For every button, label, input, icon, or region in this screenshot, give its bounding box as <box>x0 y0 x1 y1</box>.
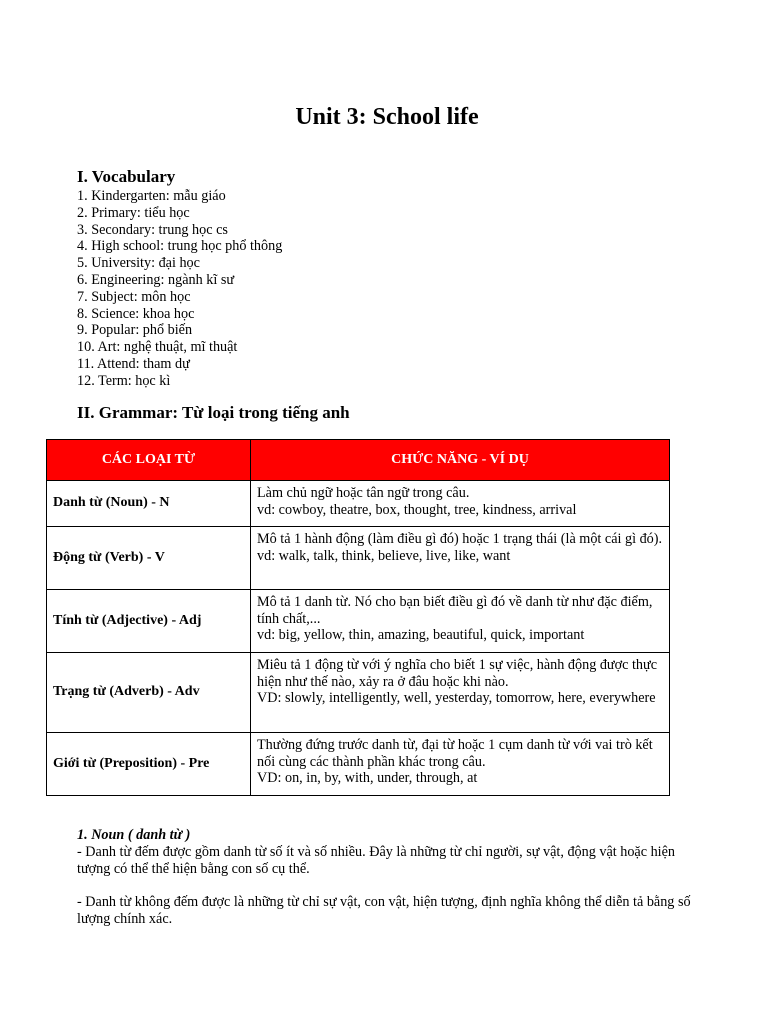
vocabulary-item: 9. Popular: phổ biến <box>77 322 193 339</box>
noun-paragraph: - Danh từ không đếm được là những từ chỉ sự vật, con vật, hiện tượng, định nghĩa không thể diễn tả bằng số lượng chính xác. <box>77 894 691 927</box>
description-line: Miêu tả 1 động từ với ý nghĩa cho biết 1 sự việc, hành động được thực hiện như thế nào, xảy ra ở đâu hoặc khi nào. <box>257 657 657 690</box>
example-line: vd: walk, talk, think, believe, live, like, want <box>257 547 511 564</box>
example-line: VD: on, in, by, with, under, through, at <box>257 770 478 786</box>
description-line: Mô tả 1 danh từ. Nó cho bạn biết điều gì đó về danh từ như đặc điểm, tính chất,... <box>257 594 653 627</box>
description-cell <box>251 481 670 527</box>
description-cell <box>251 527 670 590</box>
description-line: Mô tả 1 hành động (làm điều gì đó) hoặc 1 trạng thái (là một cái gì đó). <box>257 531 663 547</box>
table-header-word-types: CÁC LOẠI TỪ <box>47 440 251 481</box>
description-cell <box>251 733 670 796</box>
word-type-cell: Danh từ (Noun) - N <box>47 481 251 527</box>
description-line: Thường đứng trước danh từ, đại từ hoặc 1 cụm danh từ với vai trò kết nối cùng các thành phần khác trong câu. <box>257 737 653 770</box>
vocabulary-item: 1. Kindergarten: mẫu giáo <box>77 188 226 204</box>
vocabulary-item: 3. Secondary: trung học cs <box>77 221 228 238</box>
vocabulary-heading: I. Vocabulary <box>77 167 176 186</box>
vocabulary-list <box>77 188 717 390</box>
vocabulary-item: 10. Art: nghệ thuật, mĩ thuật <box>77 339 238 356</box>
vocabulary-item: 7. Subject: môn học <box>77 288 191 305</box>
example-line: vd: cowboy, theatre, box, thought, tree, kindness, arrival <box>257 501 577 518</box>
word-type-cell: Giới từ (Preposition) - Pre <box>47 733 251 796</box>
word-types-table <box>46 439 670 796</box>
table-row <box>47 653 670 733</box>
description-line: Làm chủ ngữ hoặc tân ngữ trong câu. <box>257 485 470 501</box>
word-type-cell: Động từ (Verb) - V <box>47 527 251 590</box>
vocabulary-item: 12. Term: học kì <box>77 372 171 389</box>
table-row <box>47 481 670 527</box>
table-row <box>47 733 670 796</box>
vocabulary-item: 6. Engineering: ngành kĩ sư <box>77 271 235 288</box>
vocabulary-item: 4. High school: trung học phổ thông <box>77 238 283 255</box>
noun-section <box>77 827 707 928</box>
table-row <box>47 527 670 590</box>
vocabulary-item: 8. Science: khoa học <box>77 305 195 322</box>
table-header-row <box>47 440 670 481</box>
table-header-function-examples: CHỨC NĂNG - VÍ DỤ <box>251 440 670 481</box>
word-type-cell: Tính từ (Adjective) - Adj <box>47 590 251 653</box>
description-cell <box>251 590 670 653</box>
noun-heading: 1. Noun ( danh từ ) <box>77 827 191 843</box>
noun-paragraph: - Danh từ đếm được gồm danh từ số ít và số nhiều. Đây là những từ chỉ người, sự vật, động vật hoặc hiện tượng có thể thể hiện bằng con số cụ thể. <box>77 843 676 877</box>
description-cell <box>251 653 670 733</box>
table-row <box>47 590 670 653</box>
vocabulary-section <box>77 166 717 390</box>
example-line: VD: slowly, intelligently, well, yesterday, tomorrow, here, everywhere <box>257 690 656 706</box>
grammar-section <box>77 402 717 424</box>
page-title: Unit 3: School life <box>295 104 479 130</box>
vocabulary-item: 5. University: đại học <box>77 255 200 272</box>
vocabulary-item: 11. Attend: tham dự <box>77 355 190 372</box>
word-type-cell: Trạng từ (Adverb) - Adv <box>47 653 251 733</box>
grammar-heading: II. Grammar: Từ loại trong tiếng anh <box>77 403 350 422</box>
example-line: vd: big, yellow, thin, amazing, beautiful, quick, important <box>257 627 585 643</box>
vocabulary-item: 2. Primary: tiểu học <box>77 204 190 221</box>
